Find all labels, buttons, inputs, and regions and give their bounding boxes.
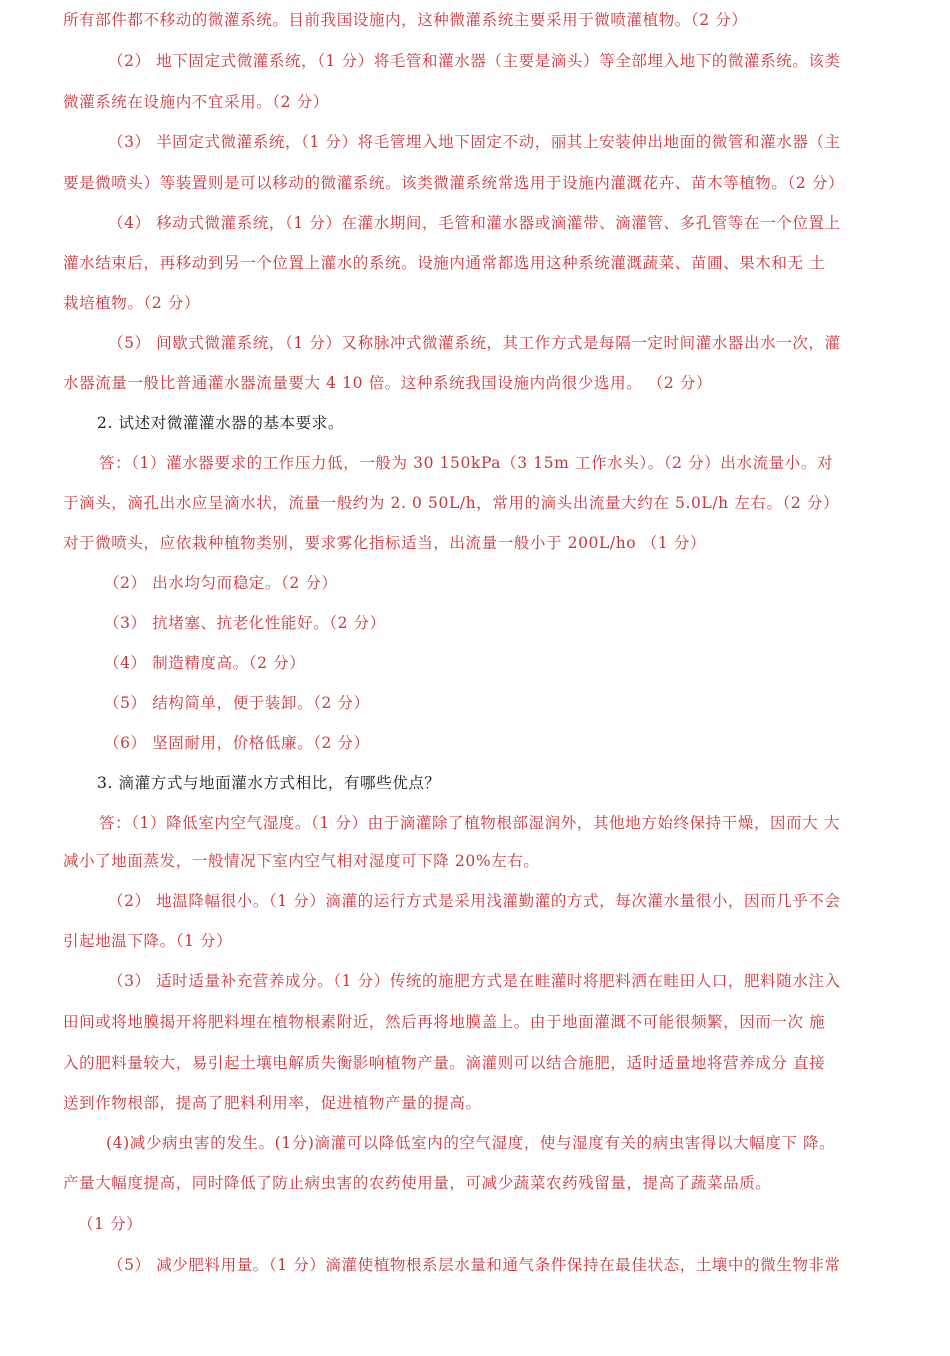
text-line: 减小了地面蒸发，一般情况下室内空气相对湿度可下降 20%左右。 <box>63 852 540 870</box>
text-line: 于滴头，滴孔出水应呈滴水状，流量一般约为 2. 0 50L/h，常用的滴头出流量大约在 5.0L/h 左右。（2 分） <box>63 494 840 512</box>
text-line: （2） 地下固定式微灌系统，（1 分）将毛管和灌水器（主要是滴头）等全部埋入地下的微灌系统。该类 <box>108 52 841 70</box>
text-line: 对于微喷头，应依栽种植物类别，要求雾化指标适当，出流量一般小于 200L/ho （1 分） <box>63 534 707 552</box>
text-line: 灌水结束后，再移动到另一个位置上灌水的系统。设施内通常都选用这种系统灌溉蔬菜、苗圃、果木和无 土 <box>63 254 826 272</box>
text-line: 答：（1）灌水器要求的工作压力低，一般为 30 150kPa（3 15m 工作水头）。（2 分）出水流量小。对 <box>99 454 834 472</box>
text-line: 产量大幅度提高，同时降低了防止病虫害的农药使用量，可减少蔬菜农药残留量，提高了蔬菜品质。 <box>63 1174 772 1192</box>
text-line: 栽培植物。（2 分） <box>63 294 201 312</box>
text-line: （3） 适时适量补充营养成分。（1 分）传统的施肥方式是在畦灌时将肥料洒在畦田人口，肥料随水注入 <box>108 972 841 990</box>
text-line: （3） 半固定式微灌系统，（1 分）将毛管埋入地下固定不动，丽其上安装伸出地面的微管和灌水器（主 <box>108 133 841 151</box>
text-line: （5） 减少肥料用量。（1 分）滴灌使植物根系层水量和通气条件保持在最佳状态，土壤中的微生物非常 <box>108 1256 841 1274</box>
question-heading: 3. 滴灌方式与地面灌水方式相比，有哪些优点？ <box>97 774 441 792</box>
text-line: 答：（1）降低室内空气湿度。（1 分）由于滴灌除了植物根部湿润外，其他地方始终保持干燥，因而大 大 <box>99 814 840 832</box>
text-line: 所有部件都不移动的微灌系统。目前我国设施内，这种微灌系统主要采用于微喷灌植物。（2 分） <box>63 11 748 29</box>
text-line: （3） 抗堵塞、抗老化性能好。（2 分） <box>104 614 386 632</box>
text-line: 微灌系统在设施内不宜采用。（2 分） <box>63 93 329 111</box>
text-line: 水器流量一般比普通灌水器流量要大 4 10 倍。这种系统我国设施内尚很少选用。 （2 分） <box>63 374 713 392</box>
text-line: （2） 出水均匀而稳定。（2 分） <box>104 574 338 592</box>
text-line: 送到作物根部，提高了肥料利用率，促进植物产量的提高。 <box>63 1094 482 1112</box>
text-line: 入的肥料量较大，易引起土壤电解质失衡影响植物产量。滴灌则可以结合施肥，适时适量地将营养成分 直接 <box>63 1054 826 1072</box>
text-line: （4） 制造精度高。（2 分） <box>104 654 306 672</box>
text-line: 要是微喷头）等装置则是可以移动的微灌系统。该类微灌系统常选用于设施内灌溉花卉、苗木等植物。（2 分） <box>63 174 845 192</box>
text-line: （1 分） <box>78 1215 143 1233</box>
text-line: （5） 结构简单，便于装卸。（2 分） <box>104 694 370 712</box>
text-line: （2） 地温降幅很小。（1 分）滴灌的运行方式是采用浅灌勤灌的方式，每次灌水量很小，因而几乎不会 <box>108 892 841 910</box>
text-line: (4)减少病虫害的发生。(1分)滴灌可以降低室内的空气湿度，使与湿度有关的病虫害得以大幅度下 降。 <box>106 1134 836 1152</box>
text-line: 引起地温下降。（1 分） <box>63 932 233 950</box>
text-line: （5） 间歇式微灌系统，（1 分）又称脉冲式微灌系统，其工作方式是每隔一定时间灌水器出水一次，灌 <box>108 334 841 352</box>
text-line: 田间或将地膜揭开将肥料埋在植物根素附近，然后再将地膜盖上。由于地面灌溉不可能很频繁，因而一次 施 <box>63 1013 826 1031</box>
text-line: （6） 坚固耐用，价格低廉。（2 分） <box>104 734 370 752</box>
text-line: （4） 移动式微灌系统，（1 分）在灌水期间，毛管和灌水器或滴灌带、滴灌管、多孔管等在一个位置上 <box>108 214 841 232</box>
question-heading: 2. 试述对微灌灌水器的基本要求。 <box>97 414 344 432</box>
